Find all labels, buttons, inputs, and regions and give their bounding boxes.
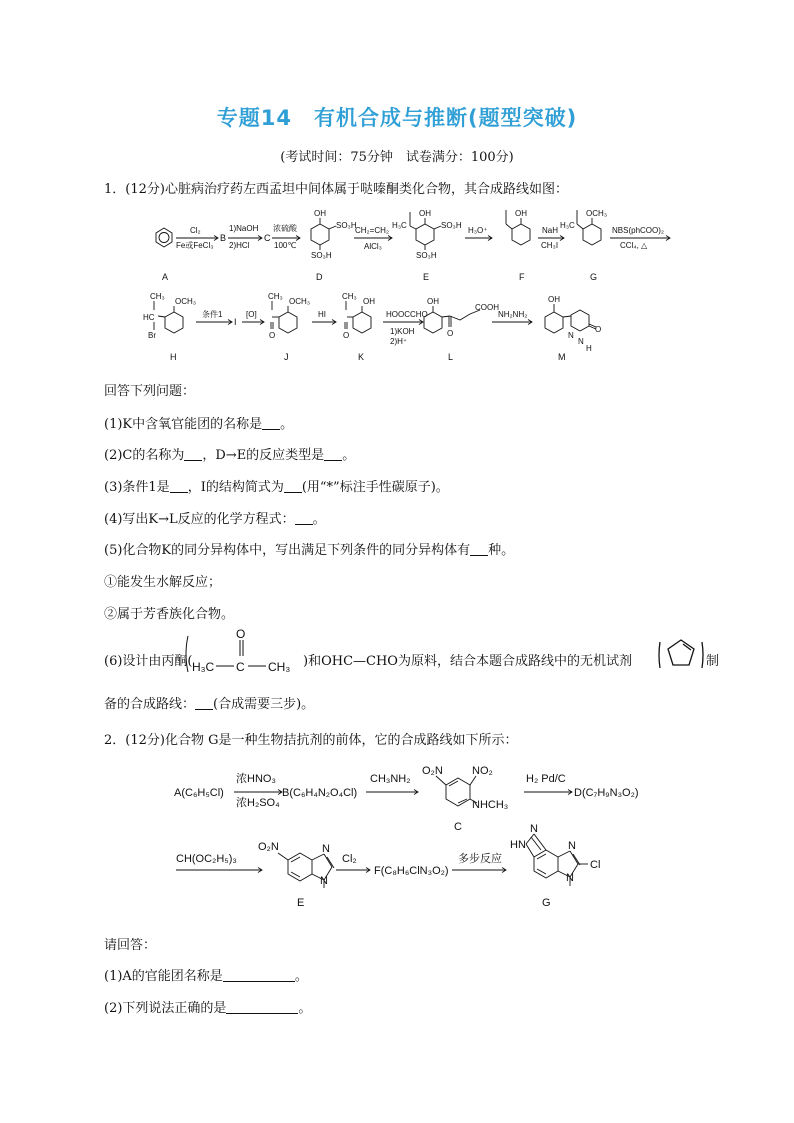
q2-sub1-end: 。 <box>294 969 308 984</box>
label-m: M <box>558 352 566 362</box>
answer-blank[interactable] <box>295 512 313 525</box>
m-nh: N <box>578 337 584 346</box>
q2-sub2-end: 。 <box>298 1001 312 1016</box>
q1-sub1 <box>104 413 293 432</box>
reagent-nbs: NBS(phCOO)₂ <box>612 226 665 235</box>
g-n: N <box>568 840 576 852</box>
q1-sub5-text: (5)化合物K的同分异构体中，写出满足下列条件的同分异构体有 <box>104 543 471 558</box>
compound-a: A(C₆H₅Cl) <box>174 787 224 799</box>
compound-d-ring <box>311 224 329 245</box>
compound-h-ring <box>165 312 183 333</box>
q2-answer-prompt: 请回答： <box>104 938 157 953</box>
q1-sub6-end: (合成需要三步)。 <box>213 697 315 712</box>
answer-blank[interactable] <box>195 697 213 710</box>
h-br: Br <box>148 331 156 340</box>
h-ch3: CH₃ <box>150 292 165 301</box>
reagent-cond1: 条件1 <box>202 310 223 319</box>
m-n: N <box>568 331 574 340</box>
q1-answer-prompt: 回答下列问题： <box>104 384 196 399</box>
acetone-structure <box>182 626 302 682</box>
answer-blank[interactable] <box>262 417 280 430</box>
answer-blank[interactable] <box>170 480 188 493</box>
e-h3c: H₃C <box>392 221 407 230</box>
reagent-naoh: 1)NaOH <box>229 224 259 233</box>
reagent-cl2: Cl₂ <box>190 226 201 235</box>
reagent-hoocho: HOOCCHO <box>386 310 428 319</box>
q1-condition-2: ②属于芳香族化合物。 <box>104 607 235 622</box>
acetone-c: C <box>236 660 245 674</box>
reagent-hi: HI <box>318 310 326 319</box>
acetone-o: O <box>236 627 246 641</box>
q2-sub1-text: (1)A的官能团名称是 <box>104 969 223 984</box>
l-oh: OH <box>427 297 439 306</box>
answer-blank[interactable] <box>223 969 295 982</box>
g-n-methyl: N <box>566 872 574 884</box>
e-oh: OH <box>419 209 431 218</box>
j-ch3: CH₃ <box>268 292 283 301</box>
k-o: O <box>343 331 350 340</box>
reagent-koh: 1)KOH <box>390 327 415 336</box>
reagent-h3o: H₃O⁺ <box>468 226 488 235</box>
compound-e: E <box>297 897 305 909</box>
compound-f: F(C₈H₆ClN₃O₂) <box>374 865 449 877</box>
m-h: H <box>586 344 592 353</box>
reagent-cl2: Cl₂ <box>342 853 357 865</box>
label-b: B <box>220 233 227 243</box>
answer-blank[interactable] <box>226 1001 298 1014</box>
reagent-nah: NaH <box>542 226 559 235</box>
exam-info: (考试时间：75分钟 试卷满分：100分) <box>280 150 514 165</box>
q1-sub5 <box>104 539 514 558</box>
q2-intro: 2．(12分)化合物 G是一种生物拮抗剂的前体，它的合成路线如下所示： <box>104 733 518 748</box>
h-och3: OCH₃ <box>175 297 197 306</box>
d-so3h: SO₃H <box>336 221 357 230</box>
reagent-ccl4: CCl₄, △ <box>620 241 648 250</box>
reagent-multistep: 多步反应 <box>458 853 502 865</box>
compound-a-ring <box>156 228 172 247</box>
e-so3h-2: SO₃H <box>416 251 437 260</box>
q1-sub4-text: (4)写出K→L反应的化学方程式： <box>104 512 295 527</box>
reagent-o: [O] <box>246 310 257 319</box>
j-och3: OCH₃ <box>289 297 311 306</box>
q2-sub2-text: (2)下列说法正确的是 <box>104 1001 227 1016</box>
q2-sub2 <box>104 997 311 1016</box>
q1-intro: 1．(12分)心脏病治疗药左西孟坦中间体属于哒嗪酮类化合物，其合成路线如图： <box>104 182 568 197</box>
compound-k-ring <box>353 312 371 333</box>
reagent-alcl3: AlCl₃ <box>364 242 382 251</box>
d-so3h-2: SO₃H <box>311 251 332 260</box>
label-c: C <box>264 233 271 243</box>
reagent-h2so4: 浓硫酸 <box>273 224 297 233</box>
compound-c: C <box>454 821 462 833</box>
reagent-temp: 100℃ <box>274 241 297 250</box>
reagent-hno3: 浓HNO₃ <box>236 773 276 785</box>
compound-e-ring <box>416 224 434 245</box>
q1-sub5-end: 种。 <box>488 543 515 558</box>
d-oh: OH <box>314 209 326 218</box>
q1-sub2-end: 。 <box>342 448 356 463</box>
l-cooh: COOH <box>475 303 499 312</box>
reagent-h: 2)H⁺ <box>390 337 408 346</box>
g-hn: HN <box>510 839 526 851</box>
q1-sub1-text: (1)K中含氧官能团的名称是 <box>104 417 263 432</box>
c-o2n: O₂N <box>422 765 443 777</box>
e-n-methyl: N <box>320 875 328 887</box>
label-k: K <box>358 352 365 362</box>
g-h3c: H₃C <box>560 221 575 230</box>
compound-b: B(C₆H₄N₂O₄Cl) <box>282 787 358 799</box>
q1-sub3-text-c: (用“*”标注手性碳原子)。 <box>301 480 449 495</box>
label-j: J <box>284 352 289 362</box>
reagent-hcl: 2)HCl <box>229 241 250 250</box>
compound-g: G <box>542 897 551 909</box>
k-oh: OH <box>363 297 375 306</box>
q1-sub3-text-a: (3)条件1是 <box>104 480 170 495</box>
compound-j-ring <box>279 312 297 333</box>
label-h: H <box>170 352 177 362</box>
compound-g-ring <box>583 224 601 245</box>
h-hc: HC <box>143 313 155 322</box>
answer-blank[interactable] <box>324 448 342 461</box>
q1-sub2-text-a: (2)C的名称为 <box>104 448 185 463</box>
answer-blank[interactable] <box>284 480 302 493</box>
q1-sub2-text-b: ，D→E的反应类型是 <box>202 448 325 463</box>
compound-c-ring <box>446 778 470 806</box>
acetone-h3c: H₃C <box>192 660 215 674</box>
q1-sub6-text-a: (6)设计由丙酮( <box>104 654 193 669</box>
label-l: L <box>448 352 454 362</box>
q1-sub6-text-d: 备的合成路线： <box>104 697 196 712</box>
answer-blank[interactable] <box>470 543 488 556</box>
compound-m-ring <box>545 312 563 333</box>
f-oh: OH <box>515 209 527 218</box>
e-o2n: O₂N <box>258 841 279 853</box>
q1-sub4-end: 。 <box>312 512 326 527</box>
q1-sub6-line2 <box>104 693 314 712</box>
reagent-orthoformate: CH(OC₂H₅)₃ <box>176 853 237 865</box>
label-g: G <box>590 272 598 282</box>
reagent-n2h4: NH₂NH₂ <box>498 310 528 319</box>
page-title: 专题14 有机合成与推断(题型突破) <box>216 106 578 130</box>
q1-sub3-text-b: ，I的结构简式为 <box>187 480 284 495</box>
label-i: I <box>234 317 237 327</box>
c-no2: NO₂ <box>472 765 493 777</box>
q1-sub3 <box>104 476 449 495</box>
q1-sub2 <box>104 444 355 463</box>
label-d: D <box>316 272 323 282</box>
m-oh: OH <box>548 295 560 304</box>
k-ch3: CH₃ <box>342 292 357 301</box>
c-nhch3: NHCH₃ <box>472 799 509 811</box>
reagent-alkene: CH₂=CH₂ <box>355 226 389 235</box>
label-a: A <box>162 272 169 282</box>
label-e: E <box>423 272 430 282</box>
acetone-ch3: CH₃ <box>268 660 291 674</box>
reagent-fe: Fe或FeCl₃ <box>176 241 214 250</box>
reagent-h2so4: 浓H₂SO₄ <box>236 797 280 809</box>
j-o: O <box>269 331 276 340</box>
reagent-h2-pd: H₂ Pd/C <box>526 773 566 785</box>
g-och3: OCH₃ <box>586 209 608 218</box>
q1-synthesis-scheme <box>140 198 680 366</box>
q1-condition-1: ①能发生水解反应； <box>104 575 222 590</box>
compound-d: D(C₇H₉N₃O₂) <box>574 787 639 799</box>
reagent-ch3nh2: CH₃NH₂ <box>370 773 411 785</box>
q1-sub4 <box>104 508 326 527</box>
label-f: F <box>519 272 525 282</box>
e-n: N <box>322 843 330 855</box>
compound-m-pyridazinone-ring <box>571 310 589 331</box>
e-so3h: SO₃H <box>441 221 462 230</box>
l-o: O <box>447 329 454 338</box>
answer-blank[interactable] <box>184 448 202 461</box>
reagent-ch3i: CH₃I <box>541 241 559 250</box>
g-cl: Cl <box>590 859 601 871</box>
q1-sub1-end: 。 <box>280 417 294 432</box>
q1-sub6-text-b: )和OHC—CHO为原料，结合本题合成路线中的无机试剂 <box>303 654 632 669</box>
q2-sub1 <box>104 965 308 984</box>
q1-sub6-text-c: 制 <box>706 654 720 669</box>
compound-f-ring <box>512 224 530 245</box>
g-n-top: N <box>530 823 538 835</box>
q2-synthesis-scheme <box>170 756 660 916</box>
cyclopentene-structure <box>656 632 706 678</box>
m-o: O <box>595 325 602 334</box>
